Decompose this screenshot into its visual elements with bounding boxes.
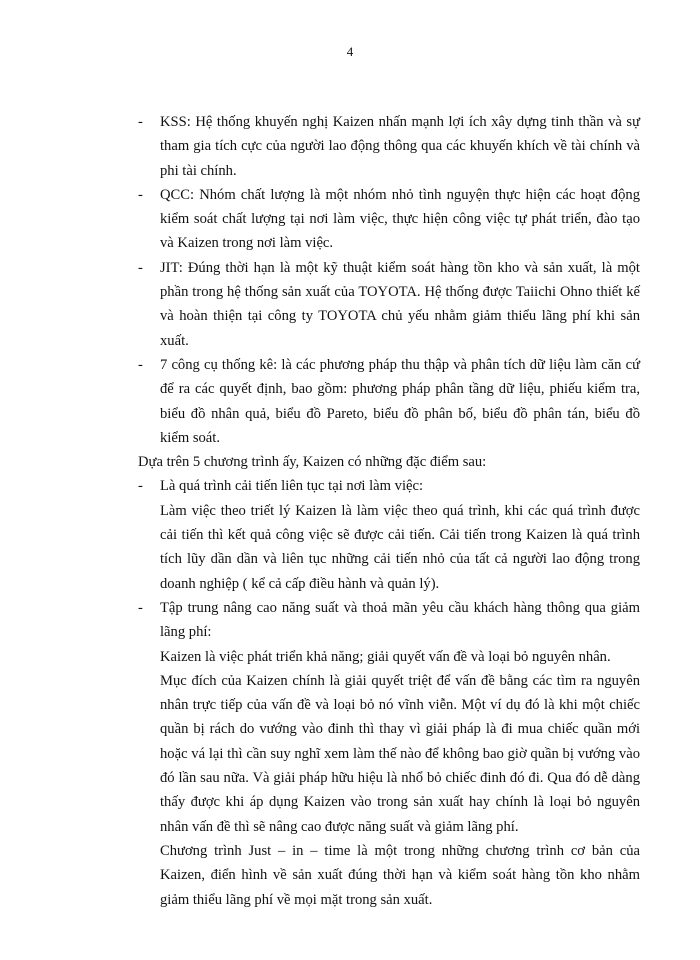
feature-body: Làm việc theo triết lý Kaizen là làm việc theo quá trình, khi các quá trình được cải tiến thì kết quả công việc sẽ được cải tiến. Cải tiến trong Kaizen là quá trình tích lũy dần dần và liên tục những cải tiến nhỏ của tất cả người lao động trong doanh nghiệp ( kể cả cấp điều hành và quản lý). (160, 502, 640, 592)
bullet-dash: - (138, 478, 143, 495)
feature-body: Mục đích của Kaizen chính là giải quyết triệt để vấn đề bằng các tìm ra nguyên nhân trực tiếp của vấn đề và loại bỏ nó vĩnh viễn. Một ví dụ đó là khi một chiếc quần bị rách do vướng vào đinh thì thay vì giải pháp là đi mua chiếc quần mới hoặc vá lại thì cần suy nghĩ xem làm thế nào để không bao giờ quần bị vướng vào đó lần sau nữa. Và giải pháp hữu hiệu là nhổ bỏ chiếc đinh đó đi. Qua đó dễ dàng thấy được khi áp dụng Kaizen vào trong sản xuất hay chính là loại bỏ nguyên nhân vấn đề thì sẽ nâng cao được năng suất và giảm lãng phí. (160, 672, 640, 835)
feature-body: Chương trình Just – in – time là một trong những chương trình cơ bản của Kaizen, điển hình về sản xuất đúng thời hạn và kiểm soát hàng tồn kho nhằm giảm thiểu lãng phí về mọi mặt trong sản xuất. (160, 842, 640, 908)
list-item-text: QCC: Nhóm chất lượng là một nhóm nhỏ tình nguyện thực hiện các hoạt động kiểm soát chất lượng tại nơi làm việc, thực hiện công việc tự phát triển, đào tạo và Kaizen trong nơi làm việc. (160, 186, 640, 252)
list-item-text: 7 công cụ thống kê: là các phương pháp thu thập và phân tích dữ liệu làm căn cứ để ra các quyết định, bao gồm: phương pháp phân tầng dữ liệu, phiếu kiểm tra, biểu đồ nhân quả, biểu đồ Pareto, biểu đồ phân bố, biểu đồ phân tán, biểu đồ kiểm soát. (160, 356, 640, 446)
list-item-qcc (138, 183, 640, 256)
bullet-dash: - (138, 186, 143, 203)
bullet-dash: - (138, 114, 143, 130)
feature-continuous-improvement (138, 474, 640, 498)
feature-productivity (138, 596, 640, 645)
document-body (138, 110, 640, 912)
feature-heading: Tập trung nâng cao năng suất và thoả mãn yêu cầu khách hàng thông qua giảm lãng phí: (160, 599, 640, 641)
feature-body: Kaizen là việc phát triển khả năng; giải quyết vấn đề và loại bỏ nguyên nhân. (160, 648, 611, 665)
bullet-dash: - (138, 599, 143, 616)
list-item-jit (138, 256, 640, 353)
list-item-7-tools (138, 353, 640, 450)
list-item-text: JIT: Đúng thời hạn là một kỹ thuật kiểm soát hàng tồn kho và sản xuất, là một phần trong hệ thống sản xuất của TOYOTA. Hệ thống được Taiichi Ohno thiết kế và hoàn thiện tại công ty TOYOTA chủ yếu nhằm giảm thiểu lãng phí khi sản xuất. (160, 259, 640, 349)
list-item-text: KSS: Hệ thống khuyến nghị Kaizen nhấn mạnh lợi ích xây dựng tinh thần và sự tham gia tích cực của người lao động thông qua các khuyến khích về tài chính và phi tài chính. (160, 114, 640, 179)
intro-paragraph: Dựa trên 5 chương trình ấy, Kaizen có những đặc điểm sau: (138, 454, 487, 471)
page-number: 4 (346, 44, 354, 59)
feature-heading: Là quá trình cải tiến liên tục tại nơi làm việc: (160, 478, 424, 495)
list-item-kss (138, 110, 640, 183)
bullet-dash: - (138, 356, 143, 373)
bullet-dash: - (138, 259, 143, 276)
